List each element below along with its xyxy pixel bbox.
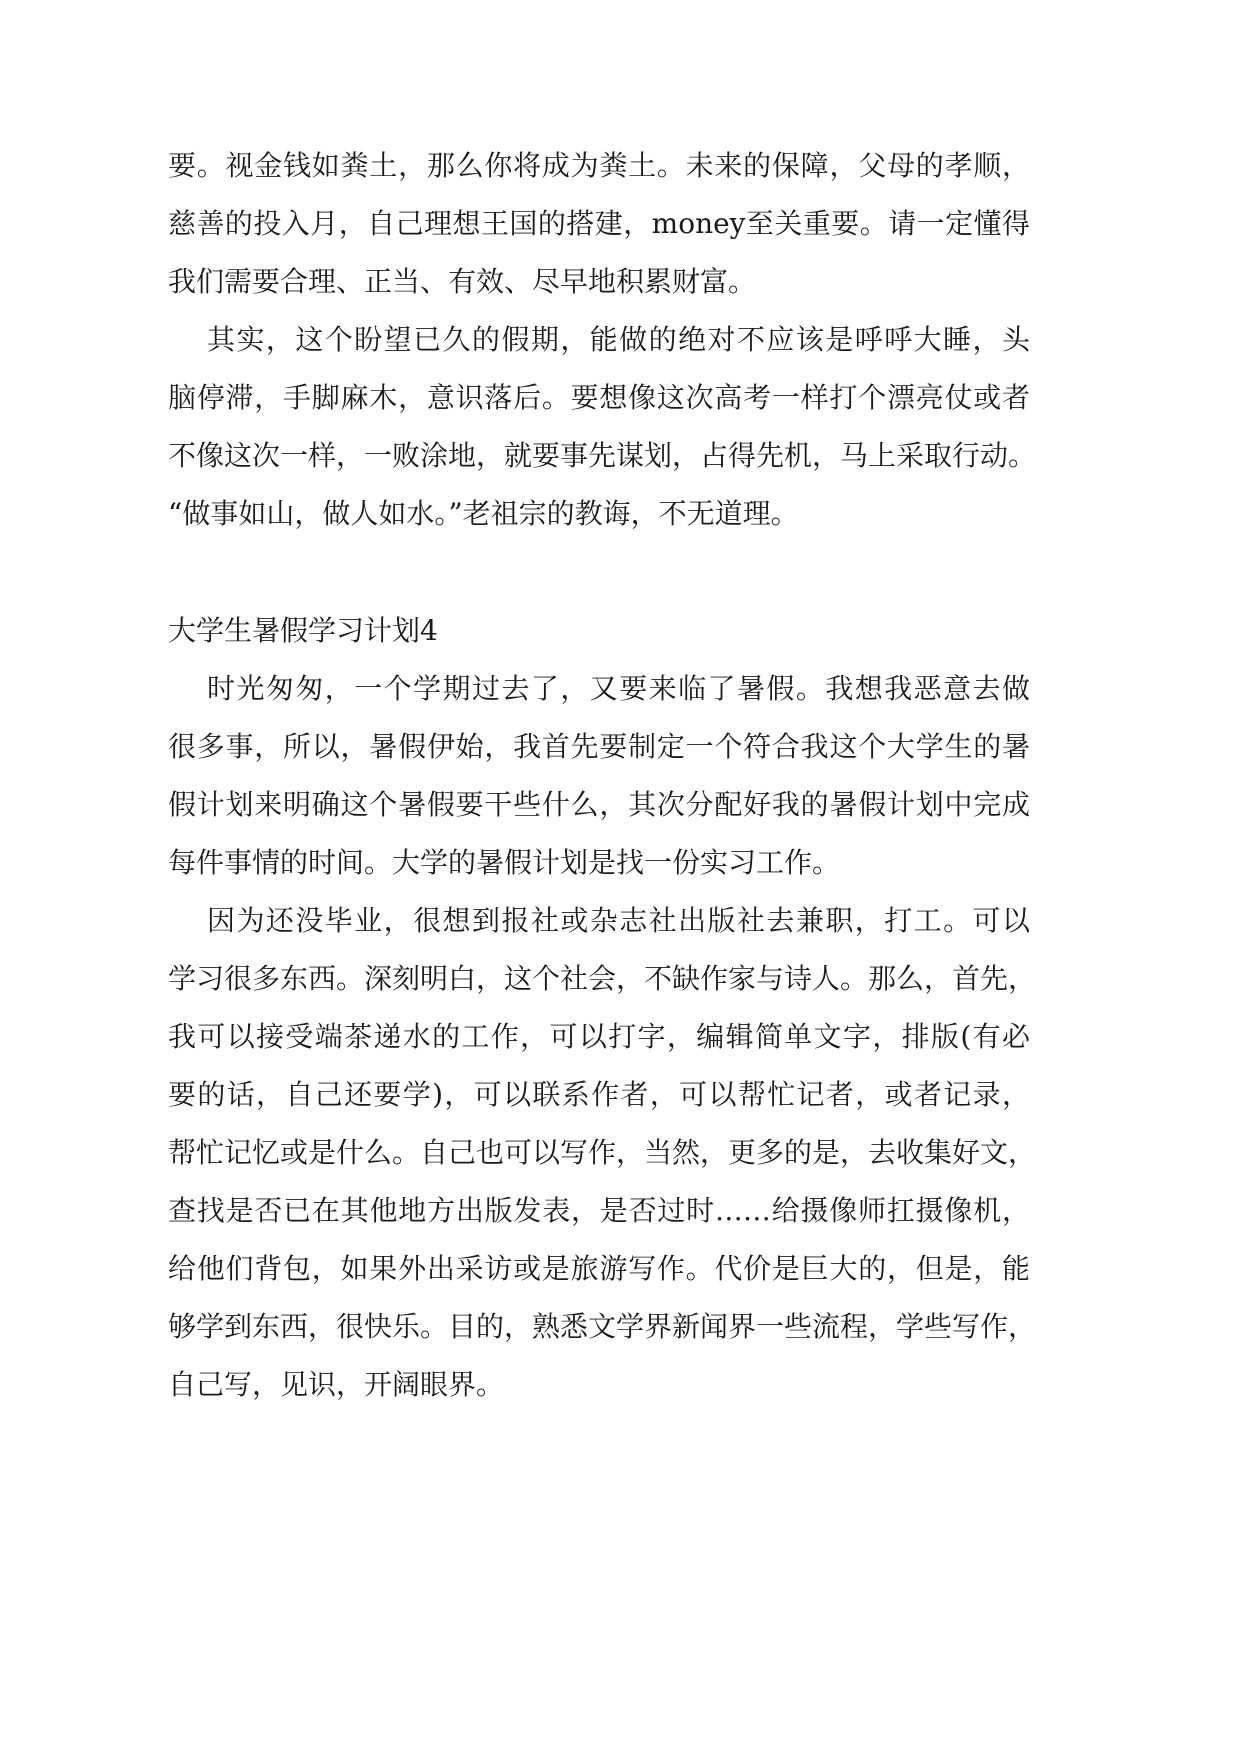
text-line: 慈善的投入月，自己理想王国的搭建，money至关重要。请一定懂得 <box>168 207 1030 240</box>
text-line: 要的话，自己还要学)，可以联系作者，可以帮忙记者，或者记录， <box>168 1078 1030 1111</box>
text-line: 给他们背包，如果外出采访或是旅游写作。代价是巨大的，但是，能 <box>168 1252 1030 1285</box>
text-line: “做事如山，做人如水。”老祖宗的教诲，不无道理。 <box>168 497 799 530</box>
text-line: 自己写，见识，开阔眼界。 <box>168 1368 505 1401</box>
text-line: 够学到东西，很快乐。目的，熟悉文学界新闻界一些流程，学些写作， <box>168 1310 1037 1343</box>
text-line: 每件事情的时间。大学的暑假计划是找一份实习工作。 <box>168 846 841 879</box>
text-line: 学习很多东西。深刻明白，这个社会，不缺作家与诗人。那么，首先， <box>168 962 1037 995</box>
text-line: 不像这次一样，一败涂地，就要事先谋划，占得先机，马上采取行动。 <box>168 439 1037 472</box>
text-line: 我可以接受端茶递水的工作，可以打字，编辑简单文字，排版(有必 <box>168 1020 1030 1053</box>
text-line: 帮忙记忆或是什么。自己也可以写作，当然，更多的是，去收集好文， <box>168 1136 1037 1169</box>
text-line: 我们需要合理、正当、有效、尽早地积累财富。 <box>168 265 757 298</box>
text-line: 因为还没毕业，很想到报社或杂志社出版社去兼职，打工。可以 <box>207 904 1030 937</box>
text-line: 查找是否已在其他地方出版发表，是否过时……给摄像师扛摄像机， <box>168 1194 1030 1227</box>
section-heading: 大学生暑假学习计划4 <box>168 614 438 647</box>
text-line: 要。视金钱如粪土，那么你将成为粪土。未来的保障，父母的孝顺， <box>168 149 1030 182</box>
text-line: 假计划来明确这个暑假要干些什么，其次分配好我的暑假计划中完成 <box>168 788 1030 821</box>
text-line: 其实，这个盼望已久的假期，能做的绝对不应该是呼呼大睡，头 <box>207 323 1030 356</box>
text-line: 时光匆匆，一个学期过去了，又要来临了暑假。我想我恶意去做 <box>207 672 1030 705</box>
text-line: 很多事，所以，暑假伊始，我首先要制定一个符合我这个大学生的暑 <box>168 730 1030 763</box>
text-line: 脑停滞，手脚麻木，意识落后。要想像这次高考一样打个漂亮仗或者 <box>168 381 1030 414</box>
